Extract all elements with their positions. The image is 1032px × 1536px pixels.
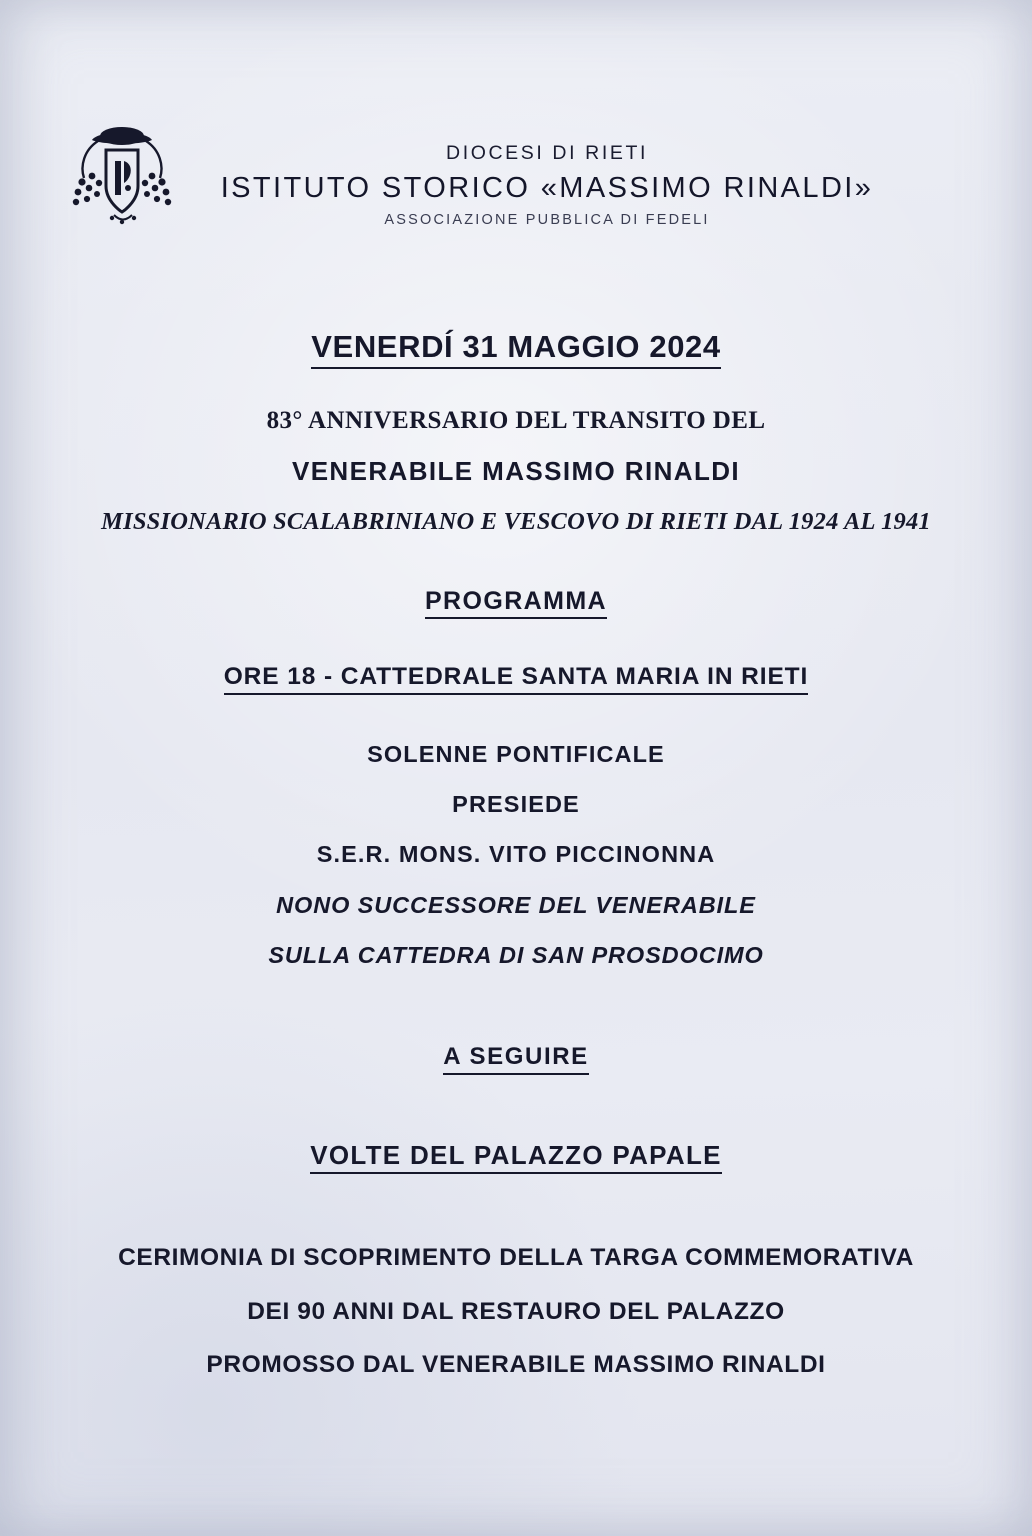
event2-line-2: PROMOSSO DAL VENERABILE MASSIMO RINALDI	[206, 1351, 826, 1379]
honoree-name: VENERABILE MASSIMO RINALDI	[291, 455, 741, 486]
event1-time-place	[0, 663, 1032, 694]
poster-content	[0, 300, 1032, 1405]
next-heading	[0, 1044, 1032, 1075]
program-heading-text: PROGRAMMA	[425, 587, 607, 619]
bishop-coat-of-arms-icon	[62, 114, 182, 234]
diocese-name: DIOCESI DI RIETI	[446, 142, 648, 164]
event2-line-1: DEI 90 ANNI DAL RESTAURO DEL PALAZZO	[247, 1297, 785, 1325]
event2-line-0: CERIMONIA DI SCOPRIMENTO DELLA TARGA COMMEMORATIVA	[118, 1244, 914, 1272]
event1-line-2: S.E.R. MONS. VITO PICCINONNA	[316, 841, 716, 868]
event-date-title	[0, 330, 1032, 369]
event1-time-place-text: ORE 18 - CATTEDRALE SANTA MARIA IN RIETI	[224, 663, 809, 694]
event1-italic-line-0: NONO SUCCESSORE DEL VENERABILE	[276, 891, 756, 918]
event1-line-0: SOLENNE PONTIFICALE	[367, 740, 665, 767]
document-header	[0, 108, 1032, 234]
anniversary-line: 83° ANNIVERSARIO DEL TRANSITO DEL	[266, 406, 766, 434]
event-date-text: VENERDÍ 31 MAGGIO 2024	[311, 330, 720, 369]
program-heading	[0, 587, 1032, 619]
event1-italic-line-1: SULLA CATTEDRA DI SAN PROSDOCIMO	[268, 941, 764, 968]
institute-name: ISTITUTO STORICO «MASSIMO RINALDI»	[220, 172, 874, 204]
event1-line-1: PRESIEDE	[452, 791, 580, 818]
event2-place	[0, 1141, 1032, 1174]
association-subtitle: ASSOCIAZIONE PUBBLICA DI FEDELI	[384, 212, 710, 228]
event2-place-text: VOLTE DEL PALAZZO PAPALE	[310, 1141, 722, 1174]
next-heading-text: A SEGUIRE	[443, 1044, 589, 1075]
section-spacer	[0, 992, 1032, 1044]
honoree-subtitle: MISSIONARIO SCALABRINIANO E VESCOVO DI RIETI DAL 1924 AL 1941	[101, 507, 931, 535]
organization-block	[182, 142, 1032, 228]
